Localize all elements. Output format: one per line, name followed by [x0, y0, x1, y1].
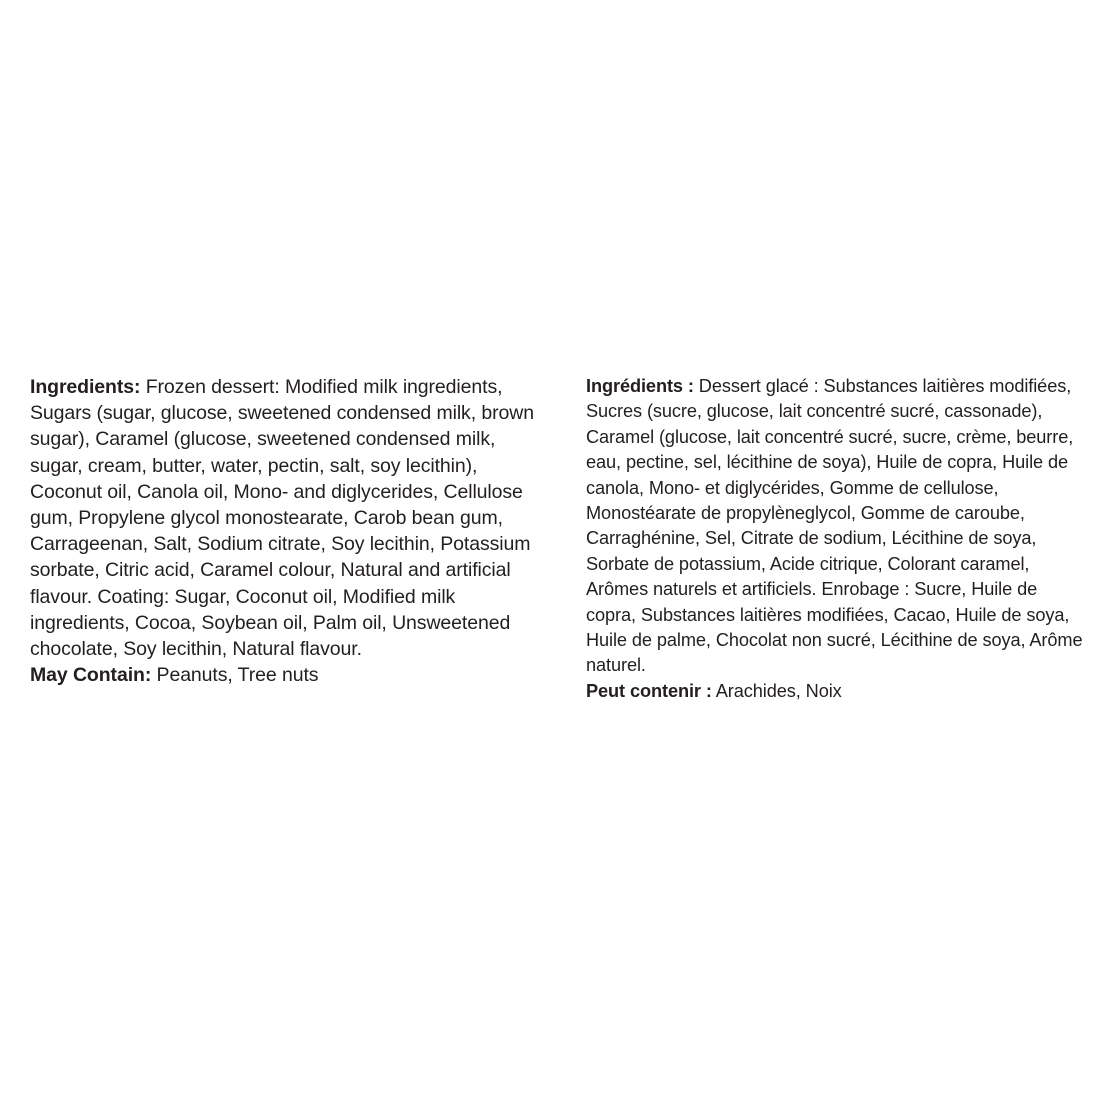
- english-ingredients-heading: Ingredients:: [30, 376, 141, 398]
- french-ingredients-paragraph: [586, 374, 1090, 679]
- english-ingredients-paragraph: [30, 374, 534, 662]
- french-ingredients-text: Dessert glacé : Substances laitières modifiées, Sucres (sucre, glucose, lait concentré sucré, cassonade), Caramel (glucose, lait concentré sucré, sucre, crème, beurre, eau, pectine, sel, lécithine de soya), Huile de copra, Huile de canola, Mono- et diglycérides, Gomme de cellulose, Monostéarate de propylèneglycol, Gomme de caroube, Carraghénine, Sel, Citrate de sodium, Lécithine de soya, Sorbate de potassium, Acide citrique, Colorant caramel, Arômes naturels et artificiels. Enrobage : Sucre, Huile de copra, Substances laitières modifiées, Cacao, Huile de soya, Huile de palme, Chocolat non sucré, Lécithine de soya, Arôme naturel.: [586, 376, 1083, 676]
- french-ingredients-heading: Ingrédients :: [586, 376, 694, 396]
- english-may-contain-text: Peanuts, Tree nuts: [151, 664, 319, 687]
- french-column: [586, 374, 1090, 704]
- english-may-contain-heading: May Contain:: [30, 664, 152, 687]
- french-may-contain-heading: Peut contenir :: [586, 680, 712, 701]
- french-may-contain-paragraph: [586, 679, 1090, 704]
- english-ingredients-text: Frozen dessert: Modified milk ingredients, Sugars (sugar, glucose, sweetened condensed milk, brown sugar), Caramel (glucose, sweetened condensed milk, sugar, cream, butter, water, pectin, salt, soy lecithin), Coconut oil, Canola oil, Mono- and diglycerides, Cellulose gum, Propylene glycol monostearate, Carob bean gum, Carrageenan, Salt, Sodium citrate, Soy lecithin, Potassium sorbate, Citric acid, Caramel colour, Natural and artificial flavour. Coating: Sugar, Coconut oil, Modified milk ingredients, Cocoa, Soybean oil, Palm oil, Unsweetened chocolate, Soy lecithin, Natural flavour.: [30, 376, 534, 661]
- french-may-contain-text: Arachides, Noix: [711, 680, 842, 701]
- english-column: [30, 374, 534, 688]
- english-may-contain-paragraph: [30, 662, 534, 688]
- bilingual-columns: [30, 374, 1090, 704]
